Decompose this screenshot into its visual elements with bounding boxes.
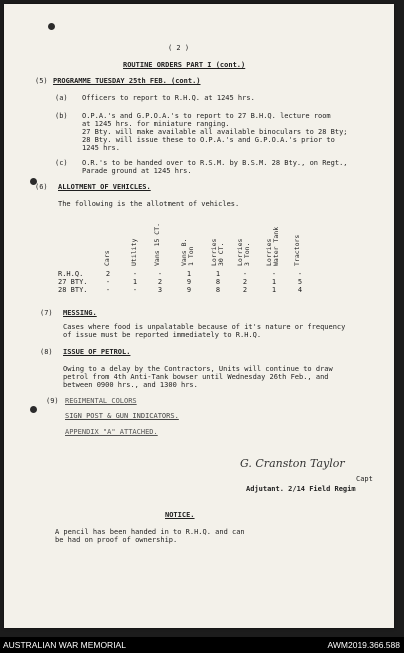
table-cell: -: [157, 270, 163, 278]
footer-left: AUSTRALIAN WAR MEMORIAL: [3, 640, 126, 650]
section-8-line: petrol from 4th Anti-Tank bowser until Wednesday 26th Feb., and: [63, 373, 329, 381]
section-9-line: SIGN POST & GUN INDICATORS.: [65, 412, 179, 420]
notice-line: A pencil has been handed in to R.H.Q. and can: [55, 528, 245, 536]
section-8-number: (8): [40, 348, 53, 356]
table-cell: 1: [132, 278, 138, 286]
column-header: Lorries 30 CT.: [210, 238, 225, 266]
notice-heading: NOTICE.: [165, 511, 195, 519]
item-a-label: (a): [55, 94, 68, 102]
item-c-line: Parade ground at 1245 hrs.: [82, 167, 192, 175]
section-8-heading: ISSUE OF PETROL.: [63, 348, 131, 356]
table-cell: 8: [215, 278, 221, 286]
item-b-line: at 1245 hrs. for miniature ranging.: [82, 120, 230, 128]
table-cell: -: [132, 270, 138, 278]
section-6-number: (6): [35, 183, 48, 191]
section-9-line: APPENDIX "A" ATTACHED.: [65, 428, 158, 436]
table-cell: -: [132, 286, 138, 294]
table-cell: 5: [297, 278, 303, 286]
column-header: Cars: [103, 250, 111, 266]
row-label: 27 BTY.: [58, 278, 88, 286]
signer-title: Adjutant. 2/14 Field Regim: [246, 485, 356, 493]
table-cell: 1: [271, 278, 277, 286]
table-cell: -: [242, 270, 248, 278]
punch-hole: [30, 406, 37, 413]
table-cell: -: [271, 270, 277, 278]
section-5-number: (5): [35, 77, 48, 85]
section-8-line: between 0900 hrs., and 1300 hrs.: [63, 381, 198, 389]
item-c-line: O.R.'s to be handed over to R.S.M. by B.S.M. 28 Bty., on Regt.,: [82, 159, 348, 167]
column-header: Utility: [130, 238, 138, 266]
row-label: 28 BTY.: [58, 286, 88, 294]
table-cell: 8: [215, 286, 221, 294]
row-label: R.H.Q.: [58, 270, 84, 278]
archive-footer: [0, 637, 404, 653]
item-b-line: 1245 hrs.: [82, 144, 120, 152]
table-cell: 1: [215, 270, 221, 278]
item-b-line: 28 Bty. will issue these to O.P.A.'s and G.P.O.A.'s prior to: [82, 136, 335, 144]
table-cell: 2: [157, 278, 163, 286]
table-cell: -: [105, 286, 111, 294]
page-title: ROUTINE ORDERS PART I (cont.): [123, 61, 246, 69]
item-b-line: 27 Bty. will make available all available binoculars to 28 Bty;: [82, 128, 348, 136]
punch-hole: [48, 23, 55, 30]
section-5-heading: PROGRAMME TUESDAY 25th FEB. (cont.): [53, 77, 201, 85]
table-cell: 9: [186, 278, 192, 286]
column-header: Lorries 3 Ton.: [236, 238, 251, 266]
handwritten-signature: G. Cranston Taylor: [240, 457, 345, 470]
section-7-line: of issue must be reported immediately to R.H.Q.: [63, 331, 262, 339]
item-c-label: (c): [55, 159, 68, 167]
notice-line: be had on proof of ownership.: [55, 536, 178, 544]
table-cell: 4: [297, 286, 303, 294]
table-cell: 1: [271, 286, 277, 294]
section-7-number: (7): [40, 309, 53, 317]
section-7-line: Cases where food is unpalatable because of it's nature or frequency: [63, 323, 346, 331]
item-a-text: Officers to report to R.H.Q. at 1245 hrs.: [82, 94, 255, 102]
table-cell: 2: [242, 286, 248, 294]
section-7-heading: MESSING.: [63, 309, 97, 317]
page-number: ( 2 ): [168, 44, 190, 52]
column-header: Tractors: [293, 234, 301, 266]
section-9-line: REGIMENTAL COLORS: [65, 397, 137, 405]
section-6-intro: The following is the allotment of vehicles.: [58, 200, 240, 208]
column-header: Lorries Water Tank: [265, 226, 280, 266]
signer-rank: Capt: [356, 475, 373, 483]
table-cell: 2: [105, 270, 111, 278]
table-cell: 3: [157, 286, 163, 294]
section-6-heading: ALLOTMENT OF VEHICLES.: [58, 183, 151, 191]
column-header: Vans B. 1 Ton: [180, 238, 195, 266]
section-8-line: Owing to a delay by the Contractors, Units will continue to draw: [63, 365, 333, 373]
table-cell: 9: [186, 286, 192, 294]
item-b-label: (b): [55, 112, 68, 120]
item-b-line: O.P.A.'s and G.P.O.A.'s to report to 27 B.H.Q. lecture room: [82, 112, 331, 120]
column-header: Vans 15 CT.: [153, 222, 161, 266]
footer-right: AWM2019.366.588: [327, 640, 400, 650]
table-cell: 1: [186, 270, 192, 278]
section-9-number: (9): [46, 397, 59, 405]
table-cell: -: [297, 270, 303, 278]
table-cell: -: [105, 278, 111, 286]
table-cell: 2: [242, 278, 248, 286]
document-page: [4, 4, 394, 628]
